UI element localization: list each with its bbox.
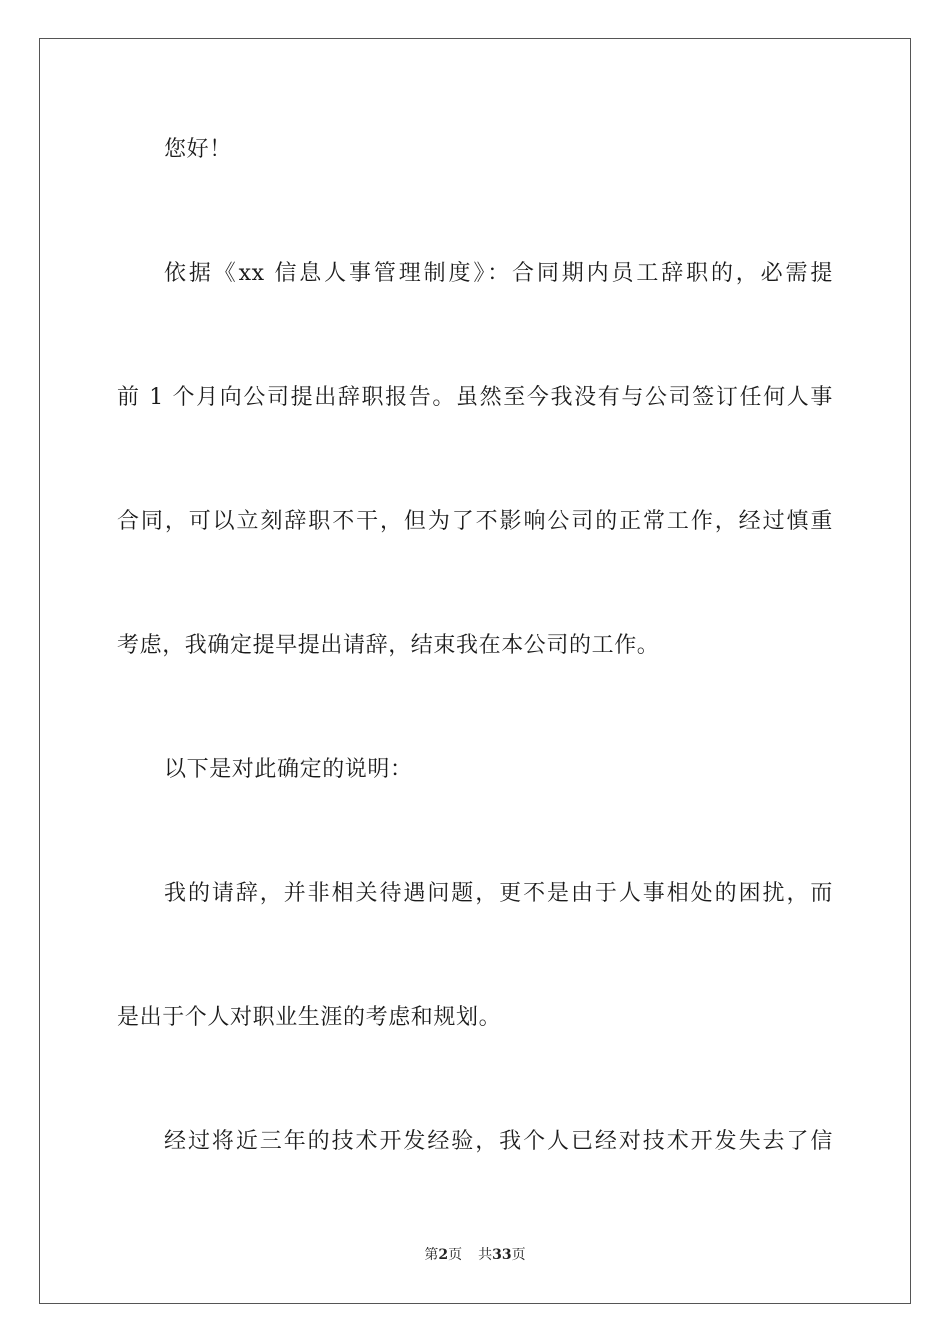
paragraph-line: 经过将近三年的技术开发经验，我个人已经对技术开发失去了信	[164, 1129, 833, 1154]
page-number: 2	[438, 1247, 449, 1263]
paragraph-line: 前 1 个月向公司提出辞职报告。虽然至今我没有与公司签订任何人事	[117, 385, 833, 410]
paragraph-line: 考虑，我确定提早提出请辞，结束我在本公司的工作。	[117, 633, 660, 658]
page-border	[39, 38, 911, 1304]
paragraph-line: 依据《xx 信息人事管理制度》：合同期内员工辞职的，必需提	[164, 261, 833, 286]
total-pages: 33	[492, 1247, 512, 1263]
greeting-line: 您好！	[164, 137, 232, 162]
total-prefix: 共	[478, 1247, 493, 1263]
page-footer	[0, 1245, 950, 1265]
page-suffix: 页	[448, 1247, 463, 1263]
paragraph-line: 我的请辞，并非相关待遇问题，更不是由于人事相处的困扰，而	[164, 881, 833, 906]
paragraph-line: 以下是对此确定的说明：	[164, 757, 413, 782]
paragraph-line: 是出于个人对职业生涯的考虑和规划。	[117, 1005, 502, 1030]
page-prefix: 第	[424, 1247, 439, 1263]
paragraph-line: 合同，可以立刻辞职不干，但为了不影响公司的正常工作，经过慎重	[117, 509, 833, 534]
total-suffix: 页	[511, 1247, 526, 1263]
